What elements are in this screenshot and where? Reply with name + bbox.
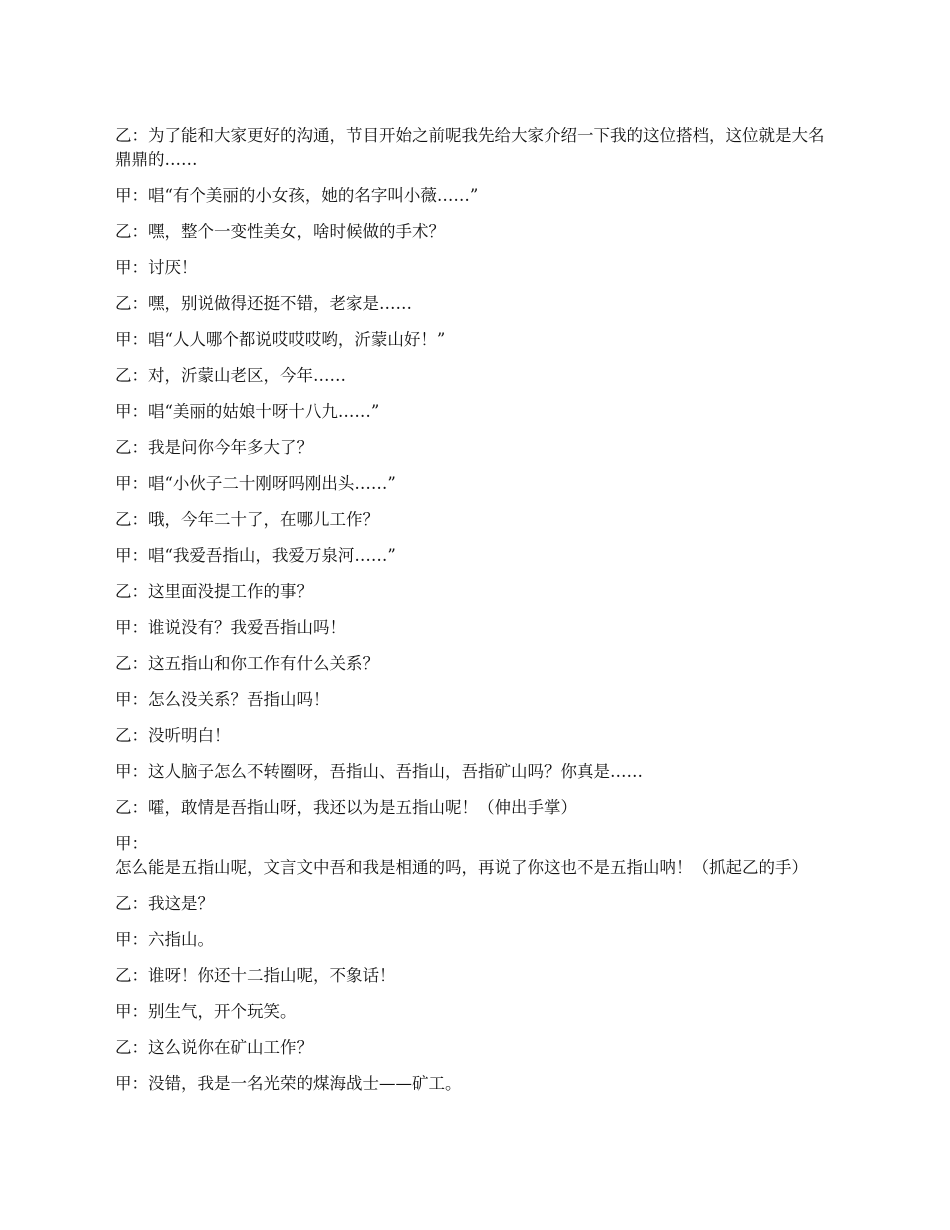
line-text: 没听明白！ — [148, 726, 231, 745]
speaker-label: 甲： — [115, 546, 148, 565]
line-text: 这里面没提工作的事？ — [148, 582, 313, 601]
line-text: 唱“我爱吾指山，我爱万泉河……” — [148, 546, 396, 565]
dialogue-line — [115, 1000, 840, 1024]
dialogue-line — [115, 184, 840, 208]
dialogue-line — [115, 832, 840, 880]
speaker-label: 甲： — [115, 834, 148, 853]
line-text: 六指山。 — [148, 930, 214, 949]
dialogue-line — [115, 928, 840, 952]
dialogue-line — [115, 364, 840, 388]
line-text: 为了能和大家更好的沟通，节目开始之前呢我先给大家介绍一下我的这位搭档，这位就是大名鼎鼎的…… — [115, 126, 825, 169]
speaker-label: 乙： — [115, 582, 148, 601]
dialogue-line — [115, 724, 840, 748]
dialogue-line — [115, 400, 840, 424]
line-text: 我是问你今年多大了？ — [148, 438, 313, 457]
dialogue-line — [115, 616, 840, 640]
dialogue-line — [115, 892, 840, 916]
speaker-label: 乙： — [115, 966, 148, 985]
line-text: 唱“人人哪个都说哎哎哎哟，沂蒙山好！” — [148, 330, 446, 349]
speaker-label: 乙： — [115, 726, 148, 745]
dialogue-line — [115, 580, 840, 604]
line-text: 唱“美丽的姑娘十呀十八九……” — [148, 402, 380, 421]
speaker-label: 甲： — [115, 1002, 148, 1021]
dialogue-line — [115, 544, 840, 568]
speaker-label: 甲： — [115, 762, 148, 781]
speaker-label: 甲： — [115, 186, 148, 205]
dialogue-line — [115, 964, 840, 988]
dialogue-line — [115, 220, 840, 244]
line-text: 谁说没有？我爱吾指山吗！ — [148, 618, 346, 637]
dialogue-line — [115, 796, 840, 820]
speaker-label: 乙： — [115, 894, 148, 913]
speaker-label: 乙： — [115, 510, 148, 529]
dialogue-line — [115, 688, 840, 712]
line-text: 嚯，敢情是吾指山呀，我还以为是五指山呢！（伸出手掌） — [148, 798, 577, 817]
line-text: 我这是？ — [148, 894, 214, 913]
dialogue-line — [115, 124, 840, 172]
speaker-label: 乙： — [115, 366, 148, 385]
dialogue-line — [115, 328, 840, 352]
dialogue-line — [115, 1072, 840, 1096]
line-text: 讨厌！ — [148, 258, 198, 277]
speaker-label: 甲： — [115, 474, 148, 493]
line-text: 这人脑子怎么不转圈呀，吾指山、吾指山，吾指矿山吗？你真是…… — [148, 762, 643, 781]
dialogue-line — [115, 760, 840, 784]
dialogue-line — [115, 292, 840, 316]
line-text: 对，沂蒙山老区，今年…… — [148, 366, 346, 385]
dialogue-body — [115, 124, 840, 1108]
line-text: 唱“有个美丽的小女孩，她的名字叫小薇……” — [148, 186, 479, 205]
line-text: 怎么能是五指山呢，文言文中吾和我是相通的吗，再说了你这也不是五指山呐！（抓起乙的手） — [115, 858, 808, 877]
speaker-label: 乙： — [115, 1038, 148, 1057]
speaker-label: 乙： — [115, 654, 148, 673]
speaker-label: 甲： — [115, 330, 148, 349]
dialogue-line — [115, 256, 840, 280]
line-text: 这五指山和你工作有什么关系？ — [148, 654, 379, 673]
speaker-label: 甲： — [115, 402, 148, 421]
speaker-label: 甲： — [115, 1074, 148, 1093]
line-text: 嘿，整个一变性美女，啥时候做的手术？ — [148, 222, 445, 241]
speaker-label: 甲： — [115, 930, 148, 949]
line-text: 这么说你在矿山工作？ — [148, 1038, 313, 1057]
line-text: 哦，今年二十了，在哪儿工作？ — [148, 510, 379, 529]
speaker-label: 乙： — [115, 438, 148, 457]
speaker-label: 乙： — [115, 798, 148, 817]
line-text: 谁呀！你还十二指山呢，不象话！ — [148, 966, 396, 985]
line-text: 唱“小伙子二十刚呀吗刚出头……” — [148, 474, 396, 493]
dialogue-line — [115, 472, 840, 496]
line-text: 别生气，开个玩笑。 — [148, 1002, 297, 1021]
dialogue-line — [115, 508, 840, 532]
speaker-label: 甲： — [115, 618, 148, 637]
dialogue-line — [115, 436, 840, 460]
line-text: 嘿，别说做得还挺不错，老家是…… — [148, 294, 412, 313]
speaker-label: 乙： — [115, 294, 148, 313]
line-text: 没错，我是一名光荣的煤海战士——矿工。 — [148, 1074, 462, 1093]
dialogue-line — [115, 1036, 840, 1060]
speaker-label: 甲： — [115, 258, 148, 277]
speaker-label: 乙： — [115, 126, 148, 145]
line-text: 怎么没关系？吾指山吗！ — [148, 690, 330, 709]
speaker-label: 甲： — [115, 690, 148, 709]
speaker-label: 乙： — [115, 222, 148, 241]
dialogue-line — [115, 652, 840, 676]
